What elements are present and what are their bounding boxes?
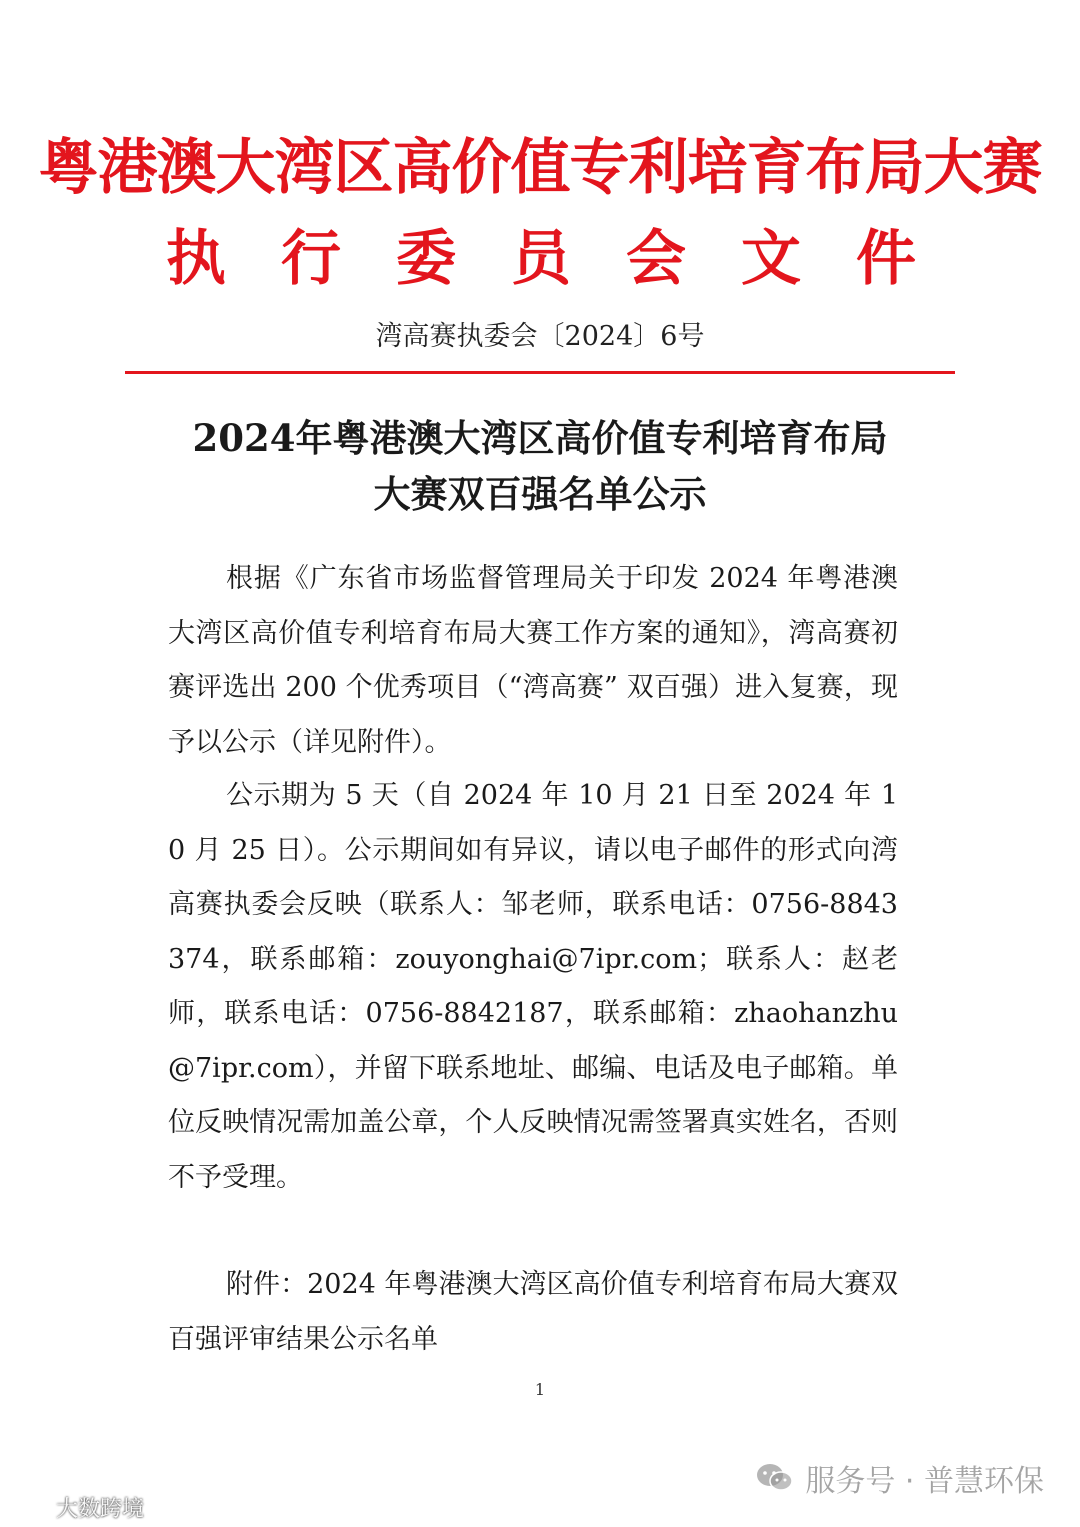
document-title-line2: 大赛双百强名单公示 bbox=[373, 472, 707, 516]
document-title-line1: 2024年粤港澳大湾区高价值专利培育布局 bbox=[192, 416, 888, 460]
wechat-watermark-text: 服务号 · 普慧环保 bbox=[805, 1464, 1044, 1499]
brand-watermark bbox=[8, 1492, 144, 1523]
issuer-title-char: 文 bbox=[741, 224, 801, 294]
issuer-title-line2 bbox=[166, 222, 916, 296]
body-paragraph-2: 公示期为 5 天（自 2024 年 10 月 21 日至 2024 年 10 月 25 日）。公示期间如有异议，请以电子邮件的形式向湾高赛执委会反映（联系人：邹老师，联系电话：0756-8843374，联系邮箱：zouyonghai@7ipr.com；联系人：赵老师，联系电话：0756-8842187，联系邮箱：zhaohanzhu@7ipr.com），并留下联系地址、邮编、电话及电子邮箱。单位反映情况需加盖公章，个人反映情况需签署真实姓名，否则不予受理。 bbox=[168, 780, 898, 1193]
document-number: 湾高赛执委会〔2024〕6号 bbox=[375, 321, 705, 352]
attachment-note: 附件：2024 年粤港澳大湾区高价值专利培育布局大赛双百强评审结果公示名单 bbox=[168, 1269, 898, 1355]
issuer-title-line1: 粤港澳大湾区高价值专利培育布局大赛 bbox=[38, 133, 1042, 203]
issuer-title-char: 执 bbox=[166, 224, 226, 294]
issuer-title-char: 委 bbox=[396, 224, 456, 294]
issuer-title-char: 会 bbox=[626, 224, 686, 294]
issuer-title-char: 员 bbox=[511, 224, 571, 294]
red-divider bbox=[125, 371, 955, 374]
page-number: 1 bbox=[534, 1380, 546, 1399]
issuer-title-char: 件 bbox=[856, 224, 916, 294]
brand-logo-icon bbox=[8, 1496, 52, 1520]
wechat-watermark bbox=[755, 1456, 1044, 1500]
body-paragraph-1: 根据《广东省市场监督管理局关于印发 2024 年粤港澳大湾区高价值专利培育布局大赛工作方案的通知》，湾高赛初赛评选出 200 个优秀项目（“湾高赛” 双百强）进入复赛，现予以公示（详见附件）。 bbox=[168, 563, 898, 758]
wechat-icon bbox=[755, 1462, 795, 1494]
issuer-title-char: 行 bbox=[281, 224, 341, 294]
brand-watermark-text: 大数跨境 bbox=[56, 1497, 145, 1522]
